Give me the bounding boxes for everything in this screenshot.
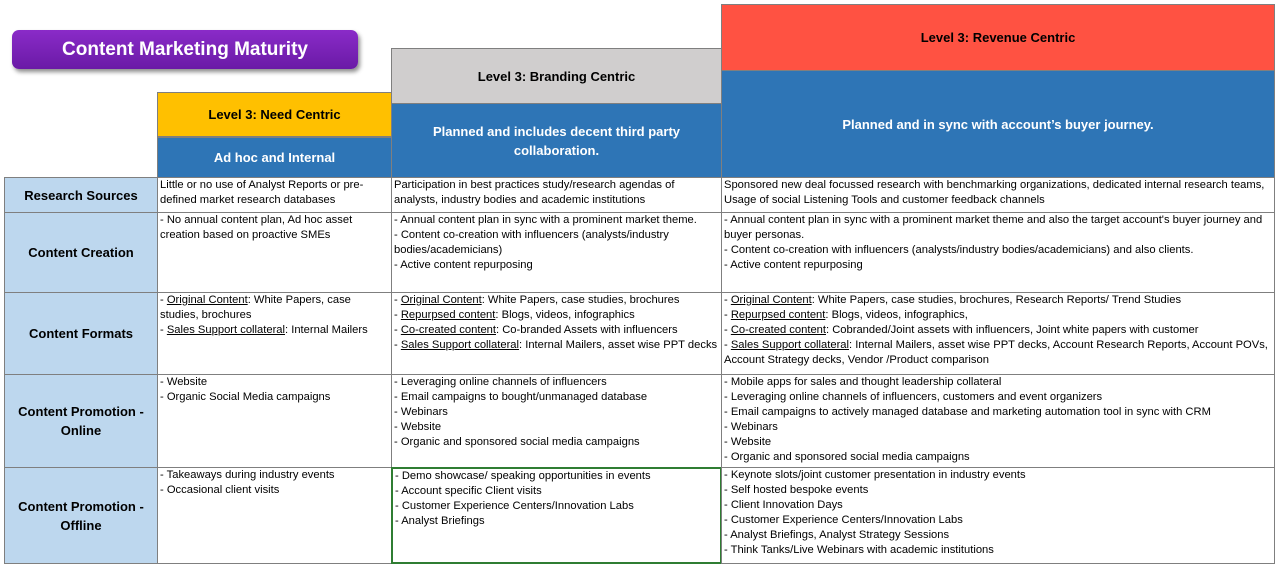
cell-line-term: Original Content — [166, 294, 248, 306]
cell-line-term: Sales Support collateral — [166, 324, 286, 336]
row-label-content-promotion-online: Content Promotion - Online — [4, 374, 158, 468]
cell-line-prefix: - — [724, 294, 731, 306]
cell-line — [394, 308, 719, 323]
level-3-name: Level 3: Revenue Centric — [721, 4, 1275, 71]
cell-line: - Leveraging online channels of influencers — [394, 376, 607, 388]
cell-line — [160, 323, 389, 338]
cell-line: - Mobile apps for sales and thought leadership collateral — [724, 376, 1002, 388]
cell-line: - Annual content plan in sync with a prominent market theme. — [394, 214, 697, 226]
cell-line-text: : White Papers, case studies, brochures, Research Reports/ Trend Studies — [811, 294, 1182, 306]
cell-line: - Email campaigns to bought/unmanaged database — [394, 391, 648, 403]
cell-line: - Organic and sponsored social media campaigns — [724, 451, 970, 463]
cell-line: - Organic Social Media campaigns — [160, 391, 331, 403]
cell-line-term: Sales Support collateral — [400, 339, 520, 351]
level-1-name: Level 3: Need Centric — [157, 92, 392, 137]
cell-line: - Email campaigns to actively managed database and marketing automation tool in sync with CRM — [724, 406, 1211, 418]
table-cell — [721, 292, 1275, 375]
cell-line-text: : Cobranded/Joint assets with influencers, Joint white papers with customer — [826, 324, 1199, 336]
cell-line: - Client Innovation Days — [724, 499, 843, 511]
level-3-description: Planned and in sync with account’s buyer journey. — [721, 70, 1275, 178]
cell-line-prefix: - — [724, 324, 731, 336]
table-cell — [157, 467, 392, 564]
row-label-content-formats: Content Formats — [4, 292, 158, 375]
cell-line: - Customer Experience Centers/Innovation Labs — [395, 500, 634, 512]
cell-line: - Website — [724, 436, 772, 448]
cell-line — [394, 293, 719, 308]
cell-line-term: Repurpsed content — [400, 309, 496, 321]
table-cell — [391, 177, 722, 213]
row-label-research-sources: Research Sources — [4, 177, 158, 213]
cell-line: - Customer Experience Centers/Innovation Labs — [724, 514, 963, 526]
cell-line: - Analyst Briefings, Analyst Strategy Sessions — [724, 529, 950, 541]
cell-line-prefix: - — [394, 339, 401, 351]
table-cell — [391, 467, 722, 564]
table-cell — [721, 212, 1275, 293]
cell-line-prefix: - — [724, 339, 731, 351]
cell-line-term: Co-created content — [730, 324, 826, 336]
level-2-name: Level 3: Branding Centric — [391, 48, 722, 104]
page-title: Content Marketing Maturity — [12, 30, 358, 69]
cell-line-prefix: - — [394, 294, 401, 306]
level-2-description: Planned and includes decent third party collaboration. — [391, 103, 722, 178]
cell-line — [394, 323, 719, 338]
table-cell — [391, 374, 722, 468]
cell-line: - Active content repurposing — [394, 259, 533, 271]
cell-line-term: Co-created content — [400, 324, 496, 336]
table-cell — [157, 177, 392, 213]
table-cell — [721, 467, 1275, 564]
cell-line: Little or no use of Analyst Reports or pre-defined market research databases — [160, 179, 364, 206]
cell-line-prefix: - — [724, 309, 731, 321]
cell-line-prefix: - — [160, 324, 167, 336]
cell-line: - Organic and sponsored social media campaigns — [394, 436, 640, 448]
cell-line — [724, 308, 1272, 323]
cell-line: - Leveraging online channels of influencers, customers and event organizers — [724, 391, 1103, 403]
cell-line-text: : White Papers, case studies, brochures — [481, 294, 680, 306]
table-cell — [157, 374, 392, 468]
cell-line: - Annual content plan in sync with a prominent market theme and also the target account's buyer journey and buyer personas. — [724, 214, 1263, 241]
cell-line — [394, 338, 719, 353]
table-cell — [721, 374, 1275, 468]
cell-line-text: : Co-branded Assets with influencers — [496, 324, 678, 336]
cell-line: - Self hosted bespoke events — [724, 484, 869, 496]
row-label-content-promotion-offline: Content Promotion - Offline — [4, 467, 158, 564]
cell-line: - Account specific Client visits — [395, 485, 542, 497]
cell-line: - Analyst Briefings — [395, 515, 485, 527]
table-cell — [157, 292, 392, 375]
level-1-description: Ad hoc and Internal — [157, 137, 392, 178]
cell-line — [724, 293, 1272, 308]
cell-line-prefix: - — [160, 294, 167, 306]
cell-line-text: : Internal Mailers — [285, 324, 368, 336]
cell-line-term: Repurpsed content — [730, 309, 826, 321]
cell-line-term: Sales Support collateral — [730, 339, 850, 351]
cell-line: - Active content repurposing — [724, 259, 863, 271]
cell-line — [160, 293, 389, 323]
cell-line-text: : Blogs, videos, infographics — [495, 309, 635, 321]
cell-line: - Think Tanks/Live Webinars with academic institutions — [724, 544, 994, 556]
cell-line-text: : Internal Mailers, asset wise PPT decks, Account Research Reports, Account POVs, Account Strategy decks, Vendor /Product comparison — [724, 339, 1268, 366]
cell-line: - Webinars — [394, 406, 448, 418]
cell-line: - Content co-creation with influencers (analysts/industry bodies/academicians) — [394, 229, 669, 256]
table-cell — [721, 177, 1275, 213]
cell-line: - Occasional client visits — [160, 484, 280, 496]
cell-line-text: : White Papers, case studies, brochures — [160, 294, 351, 321]
cell-line: - Demo showcase/ speaking opportunities in events — [395, 470, 651, 482]
cell-line-text: : Blogs, videos, infographics, — [825, 309, 968, 321]
row-label-content-creation: Content Creation — [4, 212, 158, 293]
cell-line: - Webinars — [724, 421, 778, 433]
cell-line: Participation in best practices study/research agendas of analysts, industry bodies and academic institutions — [394, 179, 675, 206]
cell-line-text: : Internal Mailers, asset wise PPT decks — [519, 339, 718, 351]
cell-line: - No annual content plan, Ad hoc asset creation based on proactive SMEs — [160, 214, 353, 241]
cell-line-term: Original Content — [730, 294, 812, 306]
cell-line — [724, 323, 1272, 338]
cell-line: - Website — [160, 376, 208, 388]
table-cell — [391, 212, 722, 293]
cell-line-prefix: - — [394, 324, 401, 336]
cell-line — [724, 338, 1272, 368]
cell-line: Sponsored new deal focussed research with benchmarking organizations, dedicated internal research teams, Usage of social Listening Tools and customer feedback channels — [724, 179, 1265, 206]
cell-line-term: Original Content — [400, 294, 482, 306]
table-cell — [391, 292, 722, 375]
table-cell — [157, 212, 392, 293]
cell-line: - Content co-creation with influencers (analysts/industry bodies/academicians) and also clients. — [724, 244, 1194, 256]
cell-line: - Keynote slots/joint customer presentation in industry events — [724, 469, 1026, 481]
cell-line-prefix: - — [394, 309, 401, 321]
cell-line: - Website — [394, 421, 442, 433]
cell-line: - Takeaways during industry events — [160, 469, 335, 481]
